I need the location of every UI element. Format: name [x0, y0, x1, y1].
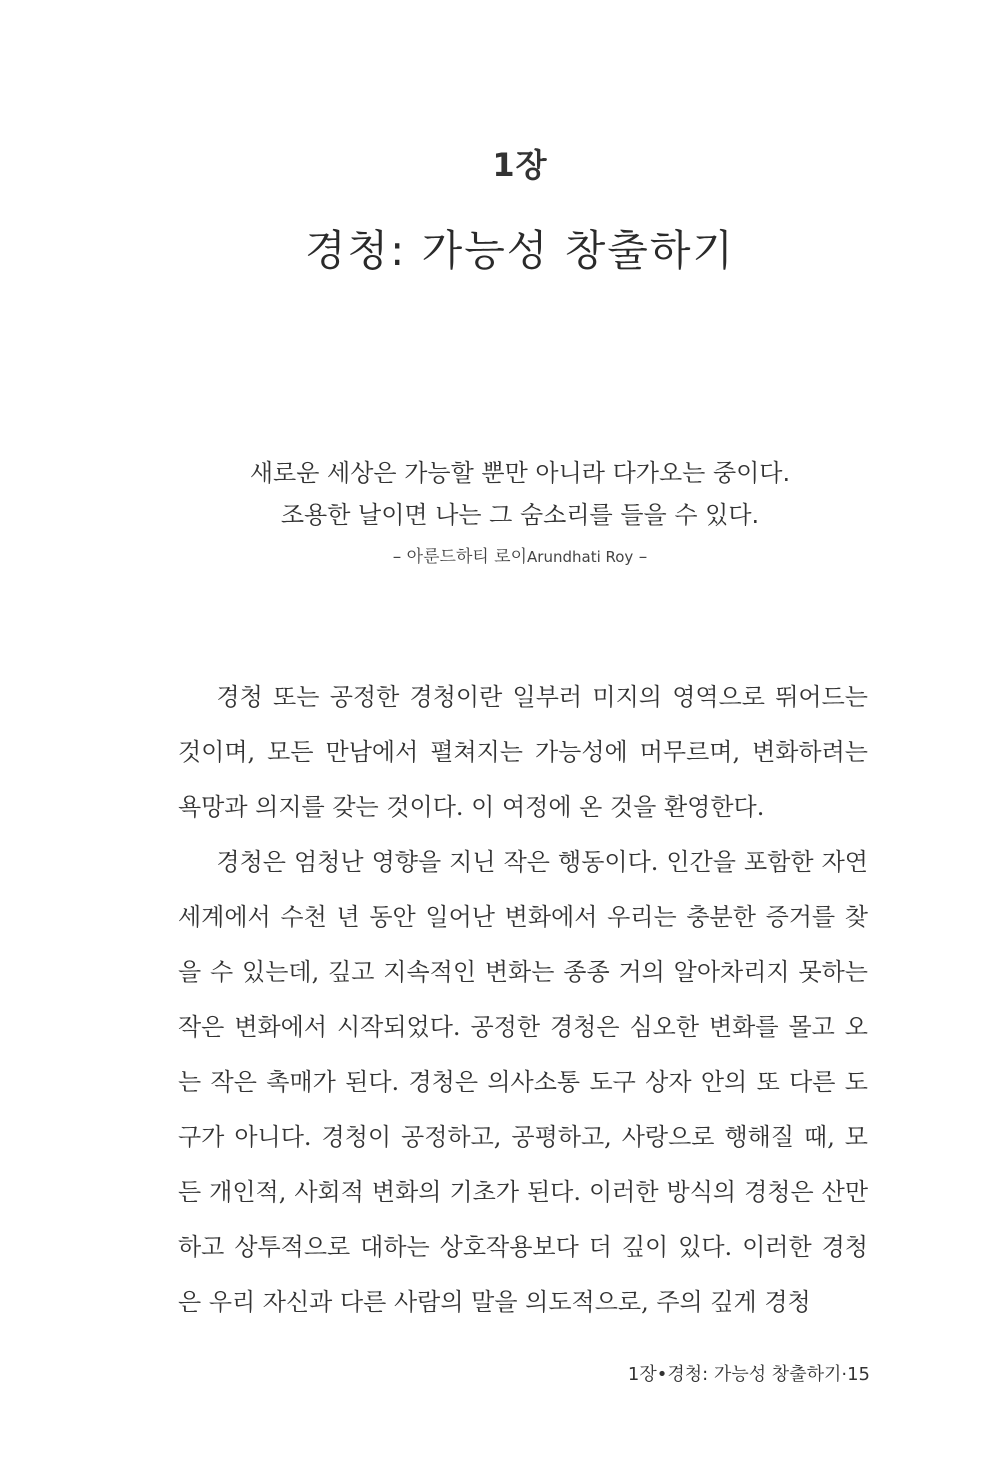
body-text: [178, 670, 868, 1330]
chapter-number: 1장: [492, 146, 548, 184]
running-footer: 1장•경청: 가능성 창출하기·15: [627, 1364, 870, 1385]
attribution-dash-close: –: [633, 547, 648, 567]
epigraph-line-1: 새로운 세상은 가능할 뿐만 아니라 다가오는 중이다.: [249, 459, 791, 487]
paragraph-2: 경청은 엄청난 영향을 지닌 작은 행동이다. 인간을 포함한 자연 세계에서 수천 년 동안 일어난 변화에서 우리는 충분한 증거를 찾을 수 있는데, 깊고 지속적인 변화는 종종 거의 알아차리지 못하는 작은 변화에서 시작되었다. 공정한 경청은 심오한 변화를 몰고 오는 작은 촉매가 된다. 경청은 의사소통 도구 상자 안의 또 다른 도구가 아니다. 경청이 공정하고, 공평하고, 사랑으로 행해질 때, 모든 개인적, 사회적 변화의 기초가 된다. 이러한 방식의 경청은 산만하고 상투적으로 대하는 상호작용보다 더 깊이 있다. 이러한 경청은 우리 자신과 다른 사람의 말을 의도적으로, 주의 깊게 경청: [178, 848, 868, 1316]
attribution-dash-open: –: [392, 547, 407, 567]
attribution-latin: Arundhati Roy: [527, 548, 634, 566]
attribution-name: 아룬드하티 로이: [406, 547, 528, 567]
epigraph-attribution: [0, 542, 1000, 567]
epigraph: [0, 452, 1000, 567]
paragraph-1: 경청 또는 공정한 경청이란 일부러 미지의 영역으로 뛰어드는 것이며, 모든 만남에서 펼쳐지는 가능성에 머무르며, 변화하려는 욕망과 의지를 갖는 것이다. 이 여정에 온 것을 환영한다.: [178, 683, 868, 821]
chapter-title: 경청: 가능성 창출하기: [304, 226, 735, 275]
epigraph-line-2: 조용한 날이면 나는 그 숨소리를 들을 수 있다.: [280, 501, 760, 529]
